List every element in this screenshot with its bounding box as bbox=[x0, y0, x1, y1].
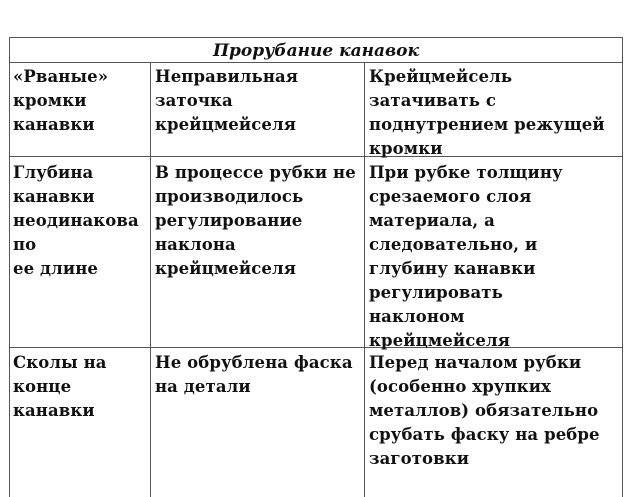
table-cell-defect: Сколы на конце канавки bbox=[13, 353, 107, 420]
table-cell-cause: Не обрублена фаска на детали bbox=[155, 353, 353, 396]
title-divider bbox=[9, 62, 623, 63]
table-cell-defect: Глубина канавки неодинакова по ее длине bbox=[13, 163, 139, 278]
table-cell-remedy: Крейцмейсель затачивать с поднутрением режущей кромки bbox=[369, 67, 605, 158]
data-table bbox=[9, 37, 623, 497]
column-divider-1 bbox=[150, 62, 151, 497]
table-title: Прорубание канавок bbox=[212, 41, 420, 61]
table-cell-cause: Неправильная заточка крейцмейселя bbox=[155, 67, 299, 134]
table-cell-cause: В процессе рубки не производилось регулирование наклона крейцмейселя bbox=[155, 163, 356, 278]
table-cell-defect: «Рваные» кромки канавки bbox=[13, 67, 109, 134]
column-divider-2 bbox=[364, 62, 365, 497]
table-border-right bbox=[622, 37, 623, 497]
table-border-left bbox=[9, 37, 10, 497]
table-cell-remedy: Перед началом рубки (особенно хрупких металлов) обязательно срубать фаску на ребре заготовки bbox=[369, 353, 600, 468]
table-cell-remedy: При рубке толщину срезаемого слоя материала, а следовательно, и глубину канавки регулировать наклоном крейцмейселя bbox=[369, 163, 563, 350]
table-border-top bbox=[9, 37, 623, 38]
